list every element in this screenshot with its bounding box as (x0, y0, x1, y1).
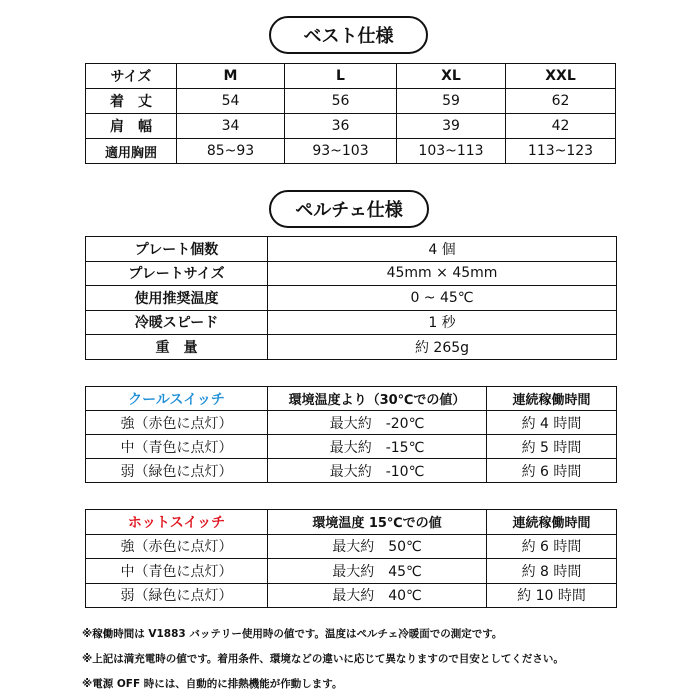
hot-time-medium: 約 8 時間 (487, 559, 617, 584)
vest-cell: 85~93 (177, 139, 285, 164)
peltier-value-speed: 1 秒 (268, 310, 617, 335)
cool-temp-weak: 最大約 -10℃ (268, 459, 487, 483)
vest-size-table (85, 63, 616, 164)
peltier-value-plate-count: 4 個 (268, 237, 617, 262)
peltier-label-plate-size: プレートサイズ (86, 261, 268, 286)
vest-cell: 42 (506, 114, 616, 139)
peltier-label-speed: 冷暖スピード (86, 310, 268, 335)
peltier-label-temp: 使用推奨温度 (86, 286, 268, 311)
footnote-power-off: ※電源 OFF 時には、自動的に排熱機能が作動します。 (82, 678, 343, 690)
cool-level-weak: 弱（緑色に点灯） (86, 459, 268, 483)
cool-time-medium: 約 5 時間 (487, 435, 617, 459)
vest-cell: 62 (506, 89, 616, 114)
vest-spec-title: ベスト仕様 (269, 16, 428, 54)
cool-time-weak: 約 6 時間 (487, 459, 617, 483)
peltier-label-weight: 重 量 (86, 335, 268, 360)
vest-cell: 59 (397, 89, 506, 114)
vest-cell: 103~113 (397, 139, 506, 164)
cool-level-medium: 中（青色に点灯） (86, 435, 268, 459)
vest-row-label-length: 着 丈 (86, 89, 177, 114)
cool-switch-header: クールスイッチ (86, 387, 268, 411)
peltier-spec-title: ペルチェ仕様 (269, 190, 429, 228)
vest-cell: 113~123 (506, 139, 616, 164)
vest-cell: 39 (397, 114, 506, 139)
vest-cell: 34 (177, 114, 285, 139)
vest-header-size: サイズ (86, 64, 177, 89)
cool-level-strong: 強（赤色に点灯） (86, 411, 268, 435)
vest-cell: 54 (177, 89, 285, 114)
hot-temp-medium: 最大約 45℃ (268, 559, 487, 584)
vest-row-label-chest: 適用胸囲 (86, 139, 177, 164)
hot-temp-weak: 最大約 40℃ (268, 583, 487, 608)
footnote-full-charge: ※上記は満充電時の値です。着用条件、環境などの違いに応じて異なりますので目安としてください。 (82, 653, 564, 665)
hot-time-header: 連続稼働時間 (487, 510, 617, 535)
peltier-value-temp: 0 ~ 45℃ (268, 286, 617, 311)
vest-header-m: M (177, 64, 285, 89)
hot-level-strong: 強（赤色に点灯） (86, 534, 268, 559)
footnote-battery: ※稼働時間は V1883 バッテリー使用時の値です。温度はペルチェ冷暖面での測定です。 (82, 628, 503, 640)
cool-temp-medium: 最大約 -15℃ (268, 435, 487, 459)
vest-row-label-shoulder: 肩 幅 (86, 114, 177, 139)
peltier-value-weight: 約 265g (268, 335, 617, 360)
hot-time-weak: 約 10 時間 (487, 583, 617, 608)
peltier-label-plate-count: プレート個数 (86, 237, 268, 262)
vest-cell: 93~103 (285, 139, 397, 164)
hot-temp-strong: 最大約 50℃ (268, 534, 487, 559)
vest-cell: 36 (285, 114, 397, 139)
hot-time-strong: 約 6 時間 (487, 534, 617, 559)
hot-switch-header: ホットスイッチ (86, 510, 268, 535)
hot-switch-table (85, 509, 617, 608)
cool-time-strong: 約 4 時間 (487, 411, 617, 435)
cool-switch-table (85, 386, 617, 483)
hot-temp-header: 環境温度 15℃での値 (268, 510, 487, 535)
peltier-spec-table (85, 236, 617, 360)
hot-level-weak: 弱（緑色に点灯） (86, 583, 268, 608)
vest-header-xxl: XXL (506, 64, 616, 89)
cool-temp-strong: 最大約 -20℃ (268, 411, 487, 435)
hot-level-medium: 中（青色に点灯） (86, 559, 268, 584)
vest-header-xl: XL (397, 64, 506, 89)
peltier-value-plate-size: 45mm × 45mm (268, 261, 617, 286)
cool-temp-header: 環境温度より（30℃での値） (268, 387, 487, 411)
vest-cell: 56 (285, 89, 397, 114)
cool-time-header: 連続稼働時間 (487, 387, 617, 411)
vest-header-l: L (285, 64, 397, 89)
